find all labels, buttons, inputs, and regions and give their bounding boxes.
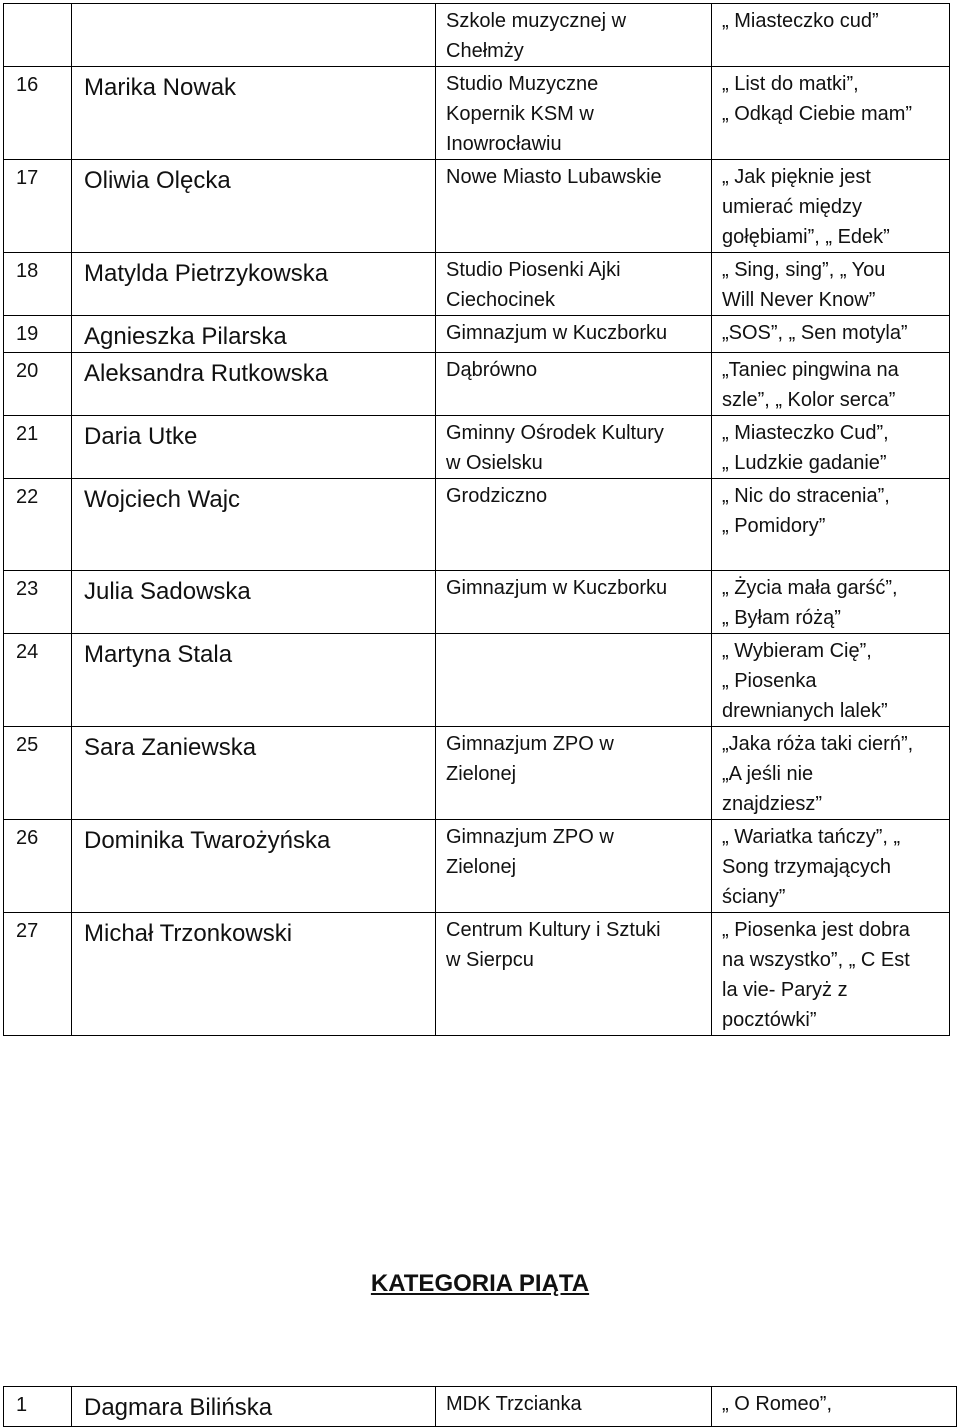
songs: „ Sing, sing”, „ You Will Never Know” (712, 253, 950, 316)
row-number: 19 (4, 316, 72, 353)
songs: „ Miasteczko Cud”, „ Ludzkie gadanie” (712, 416, 950, 479)
participant-name: Dagmara Bilińska (72, 1387, 436, 1427)
row-number: 17 (4, 160, 72, 253)
songs: „SOS”, „ Sen motyla” (712, 316, 950, 353)
participant-name: Sara Zaniewska (72, 727, 436, 820)
table-row (4, 353, 950, 416)
row-number: 24 (4, 634, 72, 727)
row-number: 16 (4, 67, 72, 160)
institution: Centrum Kultury i Sztuki w Sierpcu (436, 913, 712, 1036)
table-row (4, 160, 950, 253)
table-row (4, 1387, 957, 1427)
row-number: 26 (4, 820, 72, 913)
row-number: 18 (4, 253, 72, 316)
songs: „ List do matki”, „ Odkąd Ciebie mam” (712, 67, 950, 160)
row-number: 23 (4, 571, 72, 634)
institution: Gimnazjum ZPO w Zielonej (436, 820, 712, 913)
institution: Grodziczno (436, 479, 712, 571)
table-row (4, 913, 950, 1036)
table-row (4, 571, 950, 634)
table-row (4, 316, 950, 353)
row-number: 1 (4, 1387, 72, 1427)
category-heading: KATEGORIA PIĄTA (370, 1270, 590, 1297)
songs: „ Życia mała garść”, „ Byłam różą” (712, 571, 950, 634)
institution: Nowe Miasto Lubawskie (436, 160, 712, 253)
participant-name: Dominika Twarożyńska (72, 820, 436, 913)
songs: „Jaka róża taki cierń”, „A jeśli nie znajdziesz” (712, 727, 950, 820)
songs: „ O Romeo”, (712, 1387, 957, 1427)
category5-table (3, 1386, 957, 1427)
table-row (4, 727, 950, 820)
institution: MDK Trzcianka (436, 1387, 712, 1427)
institution: Gimnazjum w Kuczborku (436, 316, 712, 353)
table-row (4, 4, 950, 67)
table-row (4, 820, 950, 913)
row-number: 20 (4, 353, 72, 416)
participant-name (72, 4, 436, 67)
institution (436, 634, 712, 727)
institution: Gimnazjum w Kuczborku (436, 571, 712, 634)
participant-name: Julia Sadowska (72, 571, 436, 634)
participants-table (3, 3, 950, 1036)
institution: Gimnazjum ZPO w Zielonej (436, 727, 712, 820)
participant-name: Marika Nowak (72, 67, 436, 160)
participant-name: Michał Trzonkowski (72, 913, 436, 1036)
institution: Gminny Ośrodek Kultury w Osielsku (436, 416, 712, 479)
table-row (4, 67, 950, 160)
category5-table-body (4, 1387, 957, 1427)
institution: Studio Muzyczne Kopernik KSM w Inowrocławiu (436, 67, 712, 160)
table-row (4, 479, 950, 571)
songs: „ Nic do stracenia”, „ Pomidory” (712, 479, 950, 571)
row-number: 21 (4, 416, 72, 479)
songs: „ Jak pięknie jest umierać między gołębiami”, „ Edek” (712, 160, 950, 253)
songs: „ Piosenka jest dobra na wszystko”, „ C Est la vie- Paryż z pocztówki” (712, 913, 950, 1036)
row-number: 27 (4, 913, 72, 1036)
participant-name: Oliwia Olęcka (72, 160, 436, 253)
row-number: 25 (4, 727, 72, 820)
institution: Dąbrówno (436, 353, 712, 416)
songs: „ Wybieram Cię”, „ Piosenka drewnianych lalek” (712, 634, 950, 727)
songs: „Taniec pingwina na szle”, „ Kolor serca” (712, 353, 950, 416)
participant-name: Daria Utke (72, 416, 436, 479)
participants-table-body (4, 4, 950, 1036)
participant-name: Martyna Stala (72, 634, 436, 727)
participant-name: Wojciech Wajc (72, 479, 436, 571)
table-row (4, 253, 950, 316)
songs: „ Wariatka tańczy”, „ Song trzymających ściany” (712, 820, 950, 913)
participant-name: Matylda Pietrzykowska (72, 253, 436, 316)
row-number (4, 4, 72, 67)
table-row (4, 416, 950, 479)
institution: Szkole muzycznej w Chełmży (436, 4, 712, 67)
songs: „ Miasteczko cud” (712, 4, 950, 67)
table-row (4, 634, 950, 727)
row-number: 22 (4, 479, 72, 571)
institution: Studio Piosenki Ajki Ciechocinek (436, 253, 712, 316)
participant-name: Agnieszka Pilarska (72, 316, 436, 353)
participant-name: Aleksandra Rutkowska (72, 353, 436, 416)
